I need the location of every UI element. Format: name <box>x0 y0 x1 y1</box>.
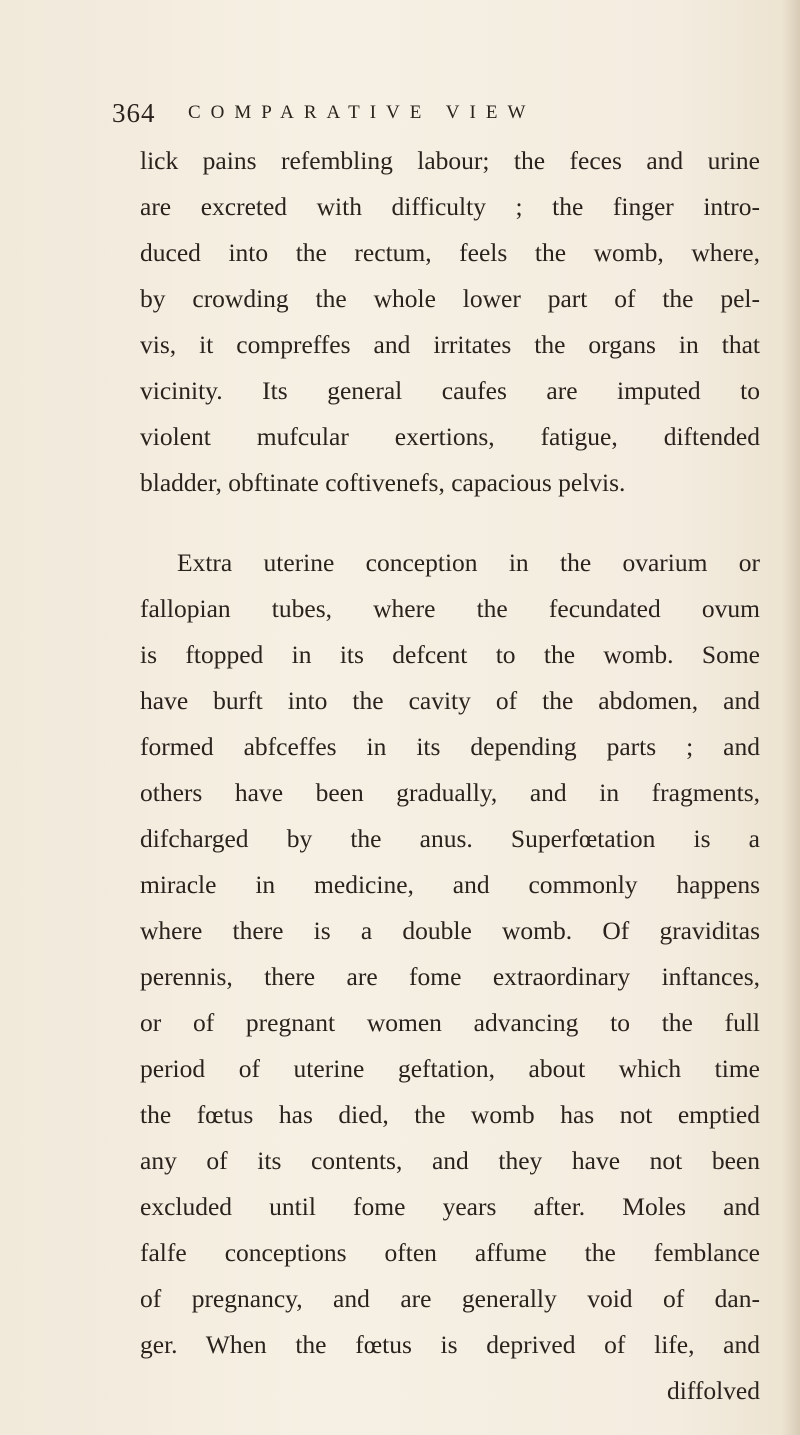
body-text <box>140 138 760 1414</box>
text-line: perennis, there are fome extraordinary inftances, <box>140 962 760 991</box>
text-line: difcharged by the anus. Superfœtation is a <box>140 824 760 853</box>
page-edge-shadow <box>782 0 800 1435</box>
text-line: duced into the rectum, feels the womb, where, <box>140 238 760 267</box>
text-line: others have been gradually, and in fragments, <box>140 778 760 807</box>
text-line: excluded until fome years after. Moles and <box>140 1192 760 1221</box>
text-line: miracle in medicine, and commonly happens <box>140 870 760 899</box>
text-line: vicinity. Its general caufes are imputed to <box>140 376 760 405</box>
text-line: violent mufcular exertions, fatigue, diftended <box>140 422 760 451</box>
text-line: any of its contents, and they have not been <box>140 1146 760 1175</box>
page-number: 364 <box>112 98 156 128</box>
text-line: formed abfceffes in its depending parts ; and <box>140 732 760 761</box>
text-line: falfe conceptions often affume the femblance <box>140 1238 760 1267</box>
catchword: diffolved <box>666 1376 760 1405</box>
page-header <box>112 98 712 134</box>
text-line: fallopian tubes, where the fecundated ovum <box>140 594 760 623</box>
paragraph-2 <box>140 540 760 1368</box>
text-line: or of pregnant women advancing to the full <box>140 1008 760 1037</box>
text-line: is ftopped in its defcent to the womb. Some <box>140 640 760 669</box>
text-line: bladder, obftinate coftivenefs, capacious pelvis. <box>140 468 626 497</box>
text-line: are excreted with difficulty ; the finger intro- <box>140 192 760 221</box>
paragraph-gap <box>140 506 760 540</box>
text-line: Extra uterine conception in the ovarium or <box>177 548 760 577</box>
text-line: vis, it compreffes and irritates the organs in that <box>140 330 760 359</box>
text-line: ger. When the fœtus is deprived of life, and <box>140 1330 760 1359</box>
text-line: have burft into the cavity of the abdomen, and <box>140 686 760 715</box>
text-line: lick pains refembling labour; the feces and urine <box>140 146 760 175</box>
text-line: where there is a double womb. Of graviditas <box>140 916 760 945</box>
text-line: of pregnancy, and are generally void of dan- <box>140 1284 760 1313</box>
running-head: COMPARATIVE VIEW <box>188 102 536 123</box>
text-line: by crowding the whole lower part of the pel- <box>140 284 760 313</box>
text-line: period of uterine geftation, about which time <box>140 1054 760 1083</box>
text-line: the fœtus has died, the womb has not emptied <box>140 1100 760 1129</box>
paragraph-1 <box>140 138 760 506</box>
